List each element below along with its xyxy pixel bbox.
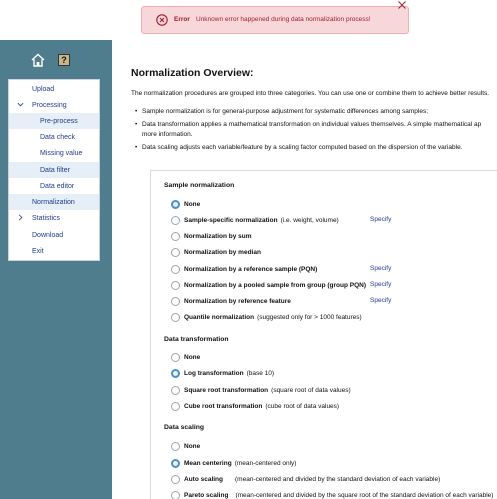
radio-button[interactable]: [171, 265, 180, 274]
radio-sample-pqn[interactable]: Normalization by a reference sample (PQN): [171, 264, 317, 274]
radio-sample-median[interactable]: Normalization by median: [171, 247, 261, 257]
radio-button[interactable]: [171, 353, 180, 362]
list-item: • Sample normalization is for general-purpose adjustment for systematic differences among samples;: [142, 108, 428, 115]
radio-button[interactable]: [171, 442, 180, 451]
radio-scaling-pareto[interactable]: Pareto scaling (mean-centered and divided by the square root of the standard deviation of each variable): [171, 490, 493, 499]
help-icon[interactable]: ?: [58, 54, 70, 66]
list-item-continuation: more information.: [142, 131, 193, 138]
radio-sample-ref-feature[interactable]: Normalization by reference feature: [171, 296, 291, 306]
radio-button-selected[interactable]: [171, 200, 180, 209]
radio-button[interactable]: [171, 491, 180, 499]
section-title-sample-normalization: Sample normalization: [164, 182, 235, 189]
chevron-right-icon: [17, 214, 24, 221]
sidebar-item-missing-value[interactable]: Missing value: [40, 149, 83, 157]
radio-transform-none[interactable]: None: [171, 352, 200, 362]
section-title-data-transformation: Data transformation: [164, 336, 229, 343]
sidebar-item-download[interactable]: Download: [32, 231, 64, 239]
intro-text: The normalization procedures are grouped into three categories. You can use one or combine them to achieve better results.: [131, 90, 490, 97]
close-icon[interactable]: [397, 0, 407, 10]
radio-button[interactable]: [171, 248, 180, 257]
sidebar-menu: [8, 79, 100, 261]
radio-button[interactable]: [171, 232, 180, 241]
home-icon[interactable]: [30, 52, 46, 68]
radio-button[interactable]: [171, 402, 180, 411]
specify-link[interactable]: Specify: [370, 281, 392, 288]
alert-message: Unknown error happened during data normalization process!: [196, 16, 371, 23]
sidebar-item-pre-process[interactable]: Pre-process: [9, 113, 99, 129]
radio-button-selected[interactable]: [171, 369, 180, 378]
alert-title: Error: [174, 16, 190, 23]
chevron-down-icon: [17, 101, 24, 108]
list-item: • Data transformation applies a mathematical transformation on individual values themselves. A simple mathematical ap: [142, 121, 481, 128]
radio-button[interactable]: [171, 386, 180, 395]
list-item: • Data scaling adjusts each variable/feature by a scaling factor computed based on the dispersion of the variable.: [142, 144, 463, 151]
radio-transform-log[interactable]: Log transformation (base 10): [171, 368, 274, 378]
radio-button[interactable]: [171, 281, 180, 290]
sidebar-item-exit[interactable]: Exit: [32, 247, 44, 255]
specify-link[interactable]: Specify: [370, 216, 392, 223]
radio-sample-group-pqn[interactable]: Normalization by a pooled sample from group (group PQN): [171, 280, 366, 290]
radio-sample-sum[interactable]: Normalization by sum: [171, 231, 252, 241]
radio-scaling-none[interactable]: None: [171, 441, 200, 451]
radio-scaling-mean-centering[interactable]: Mean centering (mean-centered only): [171, 458, 296, 468]
specify-link[interactable]: Specify: [370, 297, 392, 304]
radio-sample-specific[interactable]: Sample-specific normalization (i.e. weight, volume): [171, 215, 339, 225]
error-alert: [141, 6, 409, 34]
radio-button-selected[interactable]: [171, 459, 180, 468]
specify-link[interactable]: Specify: [370, 265, 392, 272]
radio-scaling-auto[interactable]: Auto scaling (mean-centered and divided by the standard deviation of each variable): [171, 474, 440, 484]
radio-button[interactable]: [171, 475, 180, 484]
page-title: Normalization Overview:: [131, 67, 254, 79]
error-circle-icon: [156, 14, 168, 26]
radio-transform-cbrt[interactable]: Cube root transformation (cube root of data values): [171, 401, 339, 411]
radio-button[interactable]: [171, 216, 180, 225]
sidebar-item-normalization[interactable]: Normalization: [9, 194, 99, 210]
sidebar-item-data-filter[interactable]: Data filter: [9, 162, 99, 178]
sidebar-item-processing[interactable]: Processing: [9, 97, 99, 113]
radio-button[interactable]: [171, 297, 180, 306]
sidebar-item-data-check[interactable]: Data check: [40, 133, 76, 141]
radio-sample-quantile[interactable]: Quantile normalization (suggested only for > 1000 features): [171, 312, 362, 322]
radio-button[interactable]: [171, 313, 180, 322]
radio-transform-sqrt[interactable]: Square root transformation (square root of data values): [171, 385, 351, 395]
sidebar-item-statistics[interactable]: Statistics: [9, 210, 99, 226]
sidebar-item-upload[interactable]: Upload: [32, 85, 55, 93]
sidebar-item-data-editor[interactable]: Data editor: [40, 182, 75, 190]
radio-sample-none[interactable]: None: [171, 199, 200, 209]
section-title-data-scaling: Data scaling: [164, 424, 205, 431]
